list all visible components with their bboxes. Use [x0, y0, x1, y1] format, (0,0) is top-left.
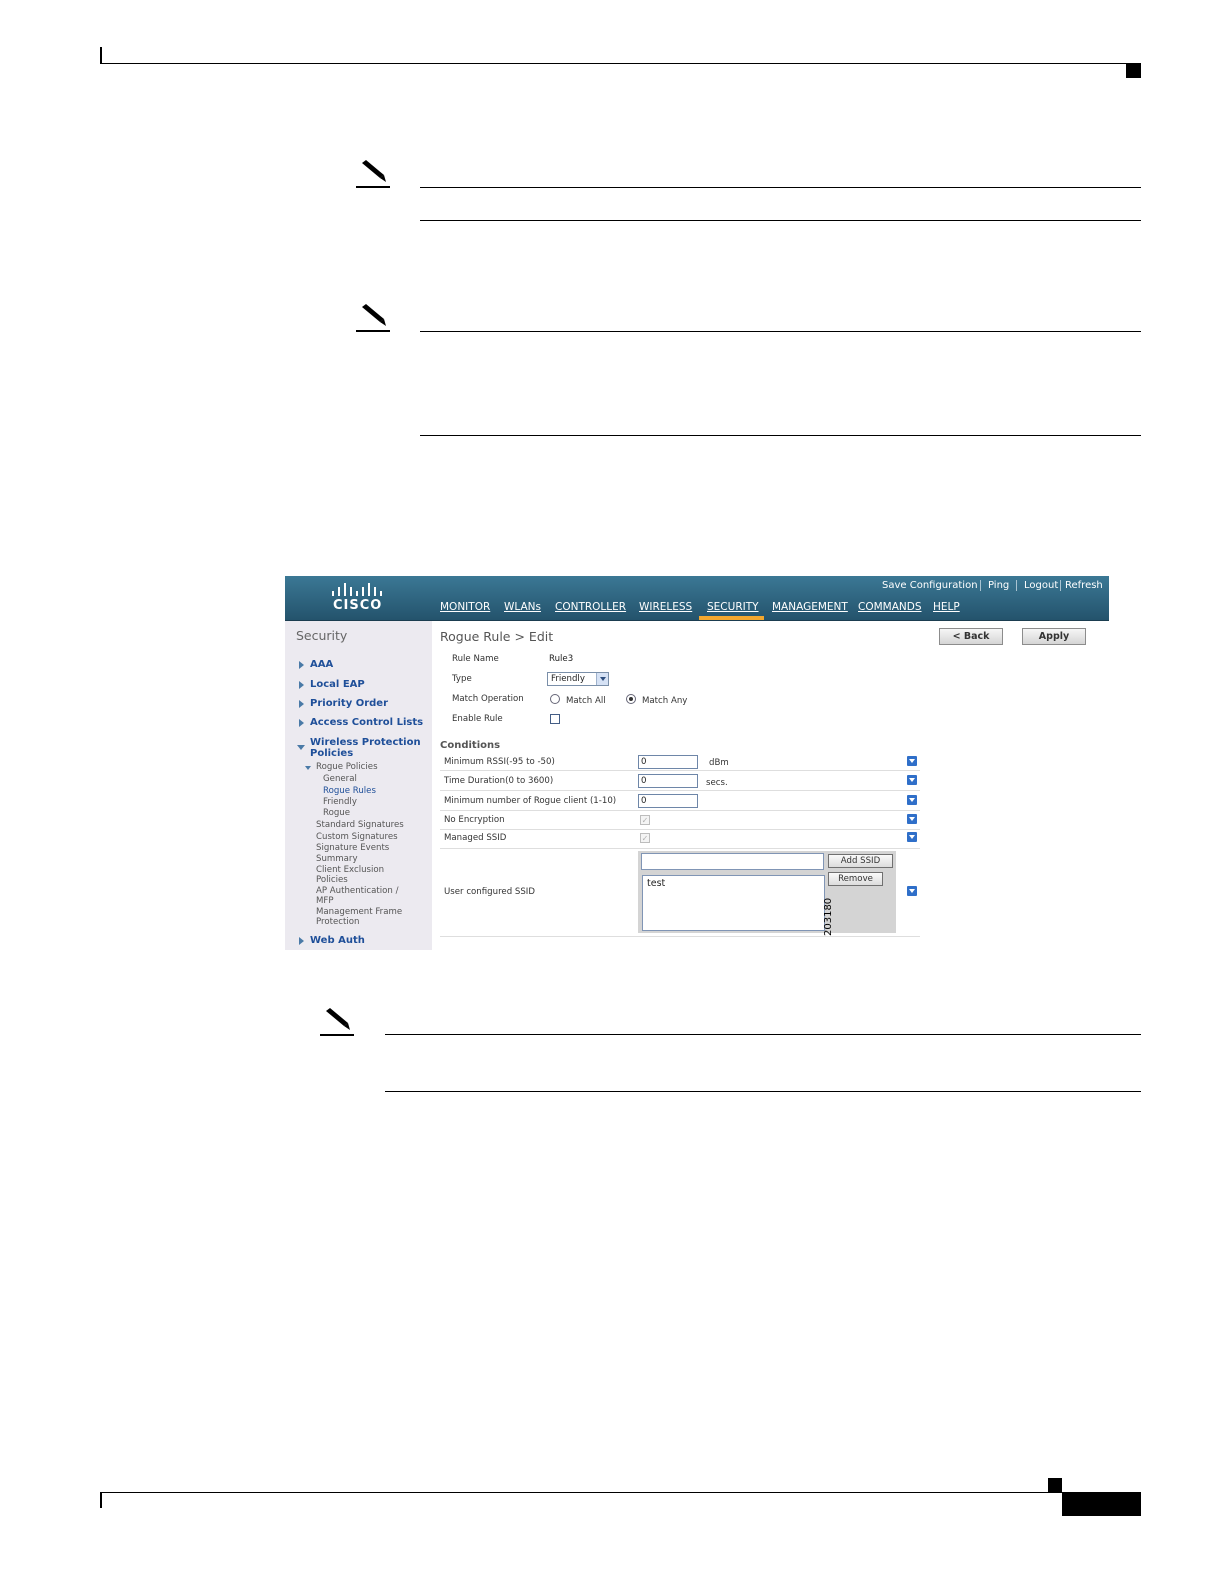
duration-unit: secs. [706, 778, 728, 788]
tab-wireless[interactable]: WIRELESS [639, 601, 693, 613]
sidebar-mfp[interactable]: MFP [316, 896, 334, 906]
row-divider [440, 770, 920, 771]
refresh-link[interactable]: Refresh [1065, 580, 1103, 591]
enable-rule-checkbox[interactable] [550, 714, 560, 724]
type-select[interactable] [547, 672, 609, 686]
condition-menu-icon[interactable] [907, 832, 917, 842]
no-encryption-checkbox[interactable]: ✓ [641, 816, 649, 825]
min-rogue-client-input[interactable]: 0 [638, 794, 698, 808]
match-operation-label: Match Operation [452, 694, 524, 704]
tab-commands[interactable]: COMMANDS [858, 601, 922, 613]
sidebar-client-exclusion[interactable]: Client Exclusion [316, 865, 385, 875]
sidebar-client-exclusion-policies[interactable]: Policies [316, 875, 348, 885]
type-select-value: Friendly [551, 674, 585, 684]
rule-name-value: Rule3 [549, 654, 574, 664]
sidebar-item-local-eap[interactable]: Local EAP [310, 679, 365, 690]
rogue-rule-edit-screenshot [285, 576, 1109, 950]
sidebar-title: Security [296, 628, 348, 643]
row-divider [440, 790, 920, 791]
sidebar-protection[interactable]: Protection [316, 917, 360, 927]
min-rssi-input[interactable]: 0 [638, 755, 698, 769]
note-rule-bottom [420, 220, 1141, 221]
condition-menu-icon[interactable] [907, 775, 917, 785]
note-rule-bottom [420, 435, 1141, 436]
user-ssid-label: User configured SSID [444, 887, 535, 897]
header-rule [100, 63, 1141, 64]
rule-name-label: Rule Name [452, 654, 499, 664]
util-separator [1016, 580, 1017, 591]
time-duration-input[interactable]: 0 [638, 774, 698, 788]
page-number-box [1062, 1493, 1141, 1516]
note-rule-top [420, 187, 1141, 188]
apply-button[interactable]: Apply [1022, 628, 1086, 645]
header-marker [1126, 64, 1141, 78]
tab-wlans[interactable]: WLANs [504, 601, 541, 613]
header-tick [100, 47, 102, 64]
sidebar-sub-friendly[interactable]: Friendly [323, 797, 357, 807]
figure-number: 203180 [823, 897, 834, 936]
sidebar-item-web-auth[interactable]: Web Auth [310, 935, 365, 946]
expand-arrow-icon[interactable] [299, 937, 304, 945]
condition-label: No Encryption [444, 815, 505, 825]
tab-security[interactable]: SECURITY [707, 601, 759, 613]
condition-label: Minimum number of Rogue client (1-10) [444, 796, 617, 806]
sidebar-custom-signatures[interactable]: Custom Signatures [316, 832, 398, 842]
cisco-logo-text: CISCO [333, 598, 383, 613]
active-tab-indicator [699, 616, 764, 620]
sidebar-signature-events[interactable]: Signature Events [316, 843, 390, 853]
top-banner [285, 576, 1109, 620]
row-divider [440, 936, 920, 937]
note-pencil-icon [356, 159, 390, 189]
note-rule-top [385, 1034, 1141, 1035]
sidebar-sub-rogue[interactable]: Rogue [323, 808, 351, 818]
sidebar-standard-signatures[interactable]: Standard Signatures [316, 820, 404, 830]
condition-menu-icon[interactable] [907, 795, 917, 805]
ssid-list-item[interactable]: test [647, 878, 666, 889]
cisco-logo-icon [331, 583, 387, 597]
ping-link[interactable]: Ping [988, 580, 1010, 591]
expand-arrow-icon[interactable] [299, 661, 304, 669]
sidebar-item-wireless-protection[interactable]: Wireless Protection [310, 737, 421, 748]
condition-label: Time Duration(0 to 3600) [444, 776, 554, 786]
collapse-arrow-icon[interactable] [297, 745, 305, 750]
managed-ssid-checkbox[interactable]: ✓ [641, 834, 649, 843]
sidebar-sub-general[interactable]: General [323, 774, 357, 784]
add-ssid-button[interactable]: Add SSID [828, 854, 893, 868]
condition-label: Minimum RSSI(-95 to -50) [444, 757, 555, 767]
util-separator [1060, 580, 1061, 591]
sidebar-sub-rogue-rules[interactable]: Rogue Rules [323, 786, 376, 796]
sidebar-rogue-policies[interactable]: Rogue Policies [316, 762, 378, 772]
expand-arrow-icon[interactable] [299, 681, 304, 689]
row-divider [440, 848, 920, 849]
note-rule-top [420, 331, 1141, 332]
type-label: Type [452, 674, 472, 684]
save-configuration-link[interactable]: Save Configuration [882, 580, 978, 591]
condition-menu-icon[interactable] [907, 814, 917, 824]
match-all-radio[interactable] [550, 694, 560, 704]
sidebar-ap-authentication[interactable]: AP Authentication / [316, 886, 399, 896]
util-separator [980, 580, 981, 591]
footer-rule [100, 1492, 1141, 1493]
condition-menu-icon[interactable] [907, 886, 917, 896]
note-rule-bottom [385, 1091, 1141, 1092]
tab-management[interactable]: MANAGEMENT [772, 601, 848, 613]
note-pencil-icon [356, 303, 390, 333]
back-button[interactable]: < Back [939, 628, 1003, 645]
sidebar-item-access-control-lists[interactable]: Access Control Lists [310, 717, 424, 728]
tab-controller[interactable]: CONTROLLER [555, 601, 627, 613]
footer-marker [1048, 1478, 1062, 1492]
page-title: Rogue Rule > Edit [440, 629, 554, 644]
ssid-input[interactable] [641, 853, 824, 870]
sidebar-item-aaa[interactable]: AAA [310, 659, 334, 670]
sidebar-item-priority-order[interactable]: Priority Order [310, 698, 389, 709]
expand-arrow-icon[interactable] [299, 700, 304, 708]
radio-selected-dot [629, 697, 633, 701]
note-pencil-icon [320, 1007, 354, 1037]
enable-rule-label: Enable Rule [452, 714, 503, 724]
expand-arrow-icon[interactable] [299, 719, 304, 727]
tab-help[interactable]: HELP [933, 601, 960, 613]
sidebar-summary[interactable]: Summary [316, 854, 358, 864]
match-any-radio[interactable] [626, 694, 636, 704]
logout-link[interactable]: Logout [1024, 580, 1059, 591]
conditions-heading: Conditions [440, 740, 501, 751]
sidebar-item-policies[interactable]: Policies [310, 748, 354, 759]
match-all-label: Match All [566, 696, 606, 706]
row-divider [440, 810, 920, 811]
security-sidebar [285, 621, 432, 950]
condition-menu-icon[interactable] [907, 756, 917, 766]
chevron-down-icon[interactable] [596, 673, 608, 685]
row-divider [440, 829, 920, 830]
tab-monitor[interactable]: MONITOR [440, 601, 491, 613]
collapse-arrow-icon[interactable] [305, 766, 311, 770]
condition-label: Managed SSID [444, 833, 507, 843]
remove-button[interactable]: Remove [828, 872, 883, 886]
sidebar-management-frame[interactable]: Management Frame [316, 907, 403, 917]
footer-tick [100, 1492, 102, 1508]
ssid-list[interactable] [642, 875, 825, 931]
rssi-unit: dBm [709, 758, 729, 768]
match-any-label: Match Any [642, 696, 688, 706]
